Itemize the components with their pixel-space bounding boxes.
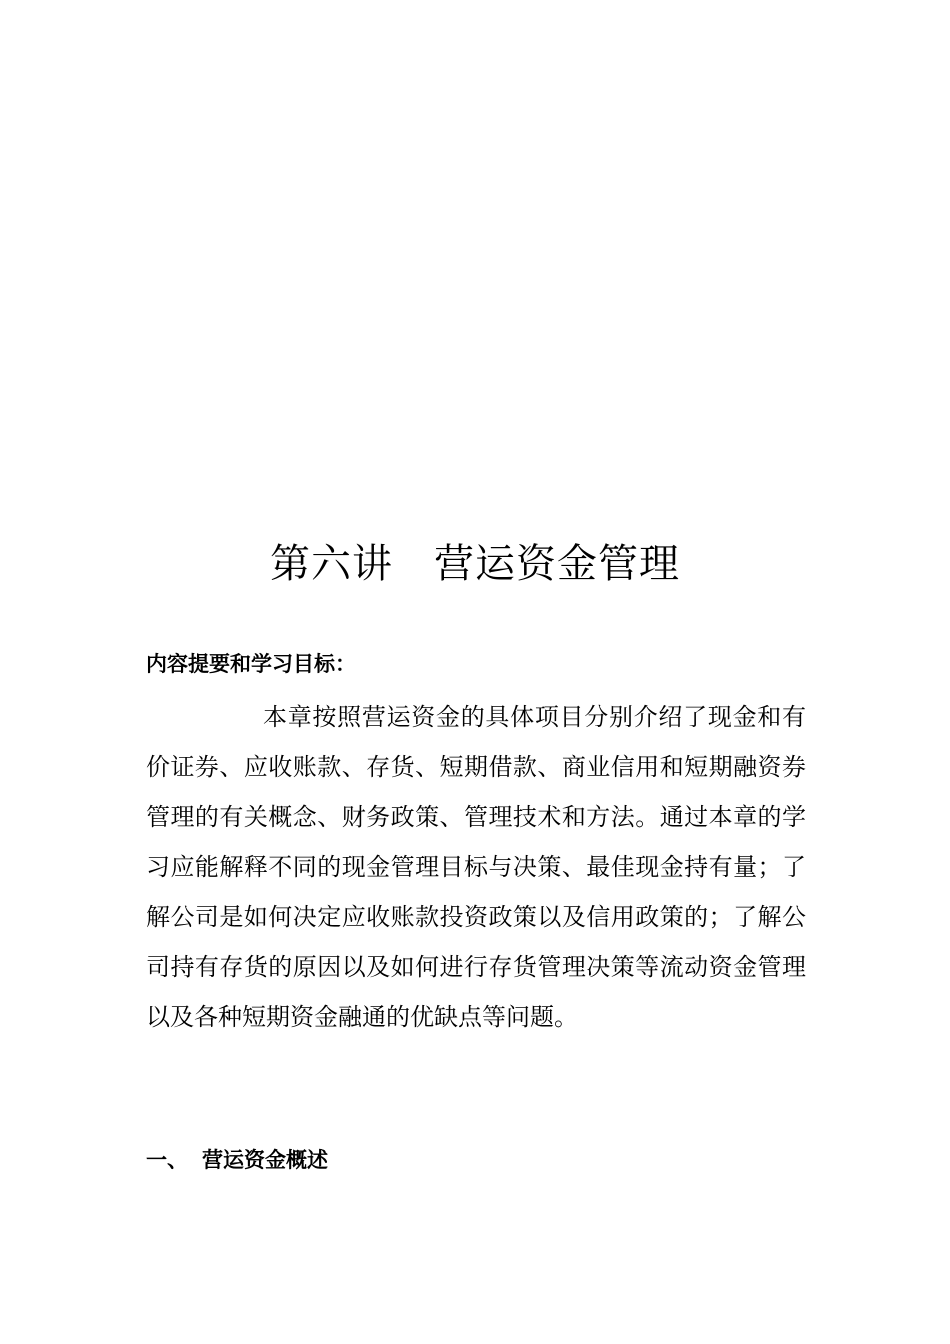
- summary-paragraph: 本章按照营运资金的具体项目分别介绍了现金和有价证券、应收账款、存货、短期借款、商业信用和短期融资券管理的有关概念、财务政策、管理技术和方法。通过本章的学习应能解释不同的现金管理目标与决策、最佳现金持有量；了解公司是如何决定应收账款投资政策以及信用政策的；了解公司持有存货的原因以及如何进行存货管理决策等流动资金管理以及各种短期资金融通的优缺点等问题。: [146, 703, 806, 1031]
- summary-heading: 内容提要和学习目标：: [146, 652, 356, 676]
- chapter-title: 第六讲 营运资金管理: [270, 541, 680, 587]
- section-one-number: 一、: [146, 1148, 188, 1172]
- section-one-heading: [146, 1144, 328, 1176]
- section-one-title: 营运资金概述: [202, 1148, 328, 1172]
